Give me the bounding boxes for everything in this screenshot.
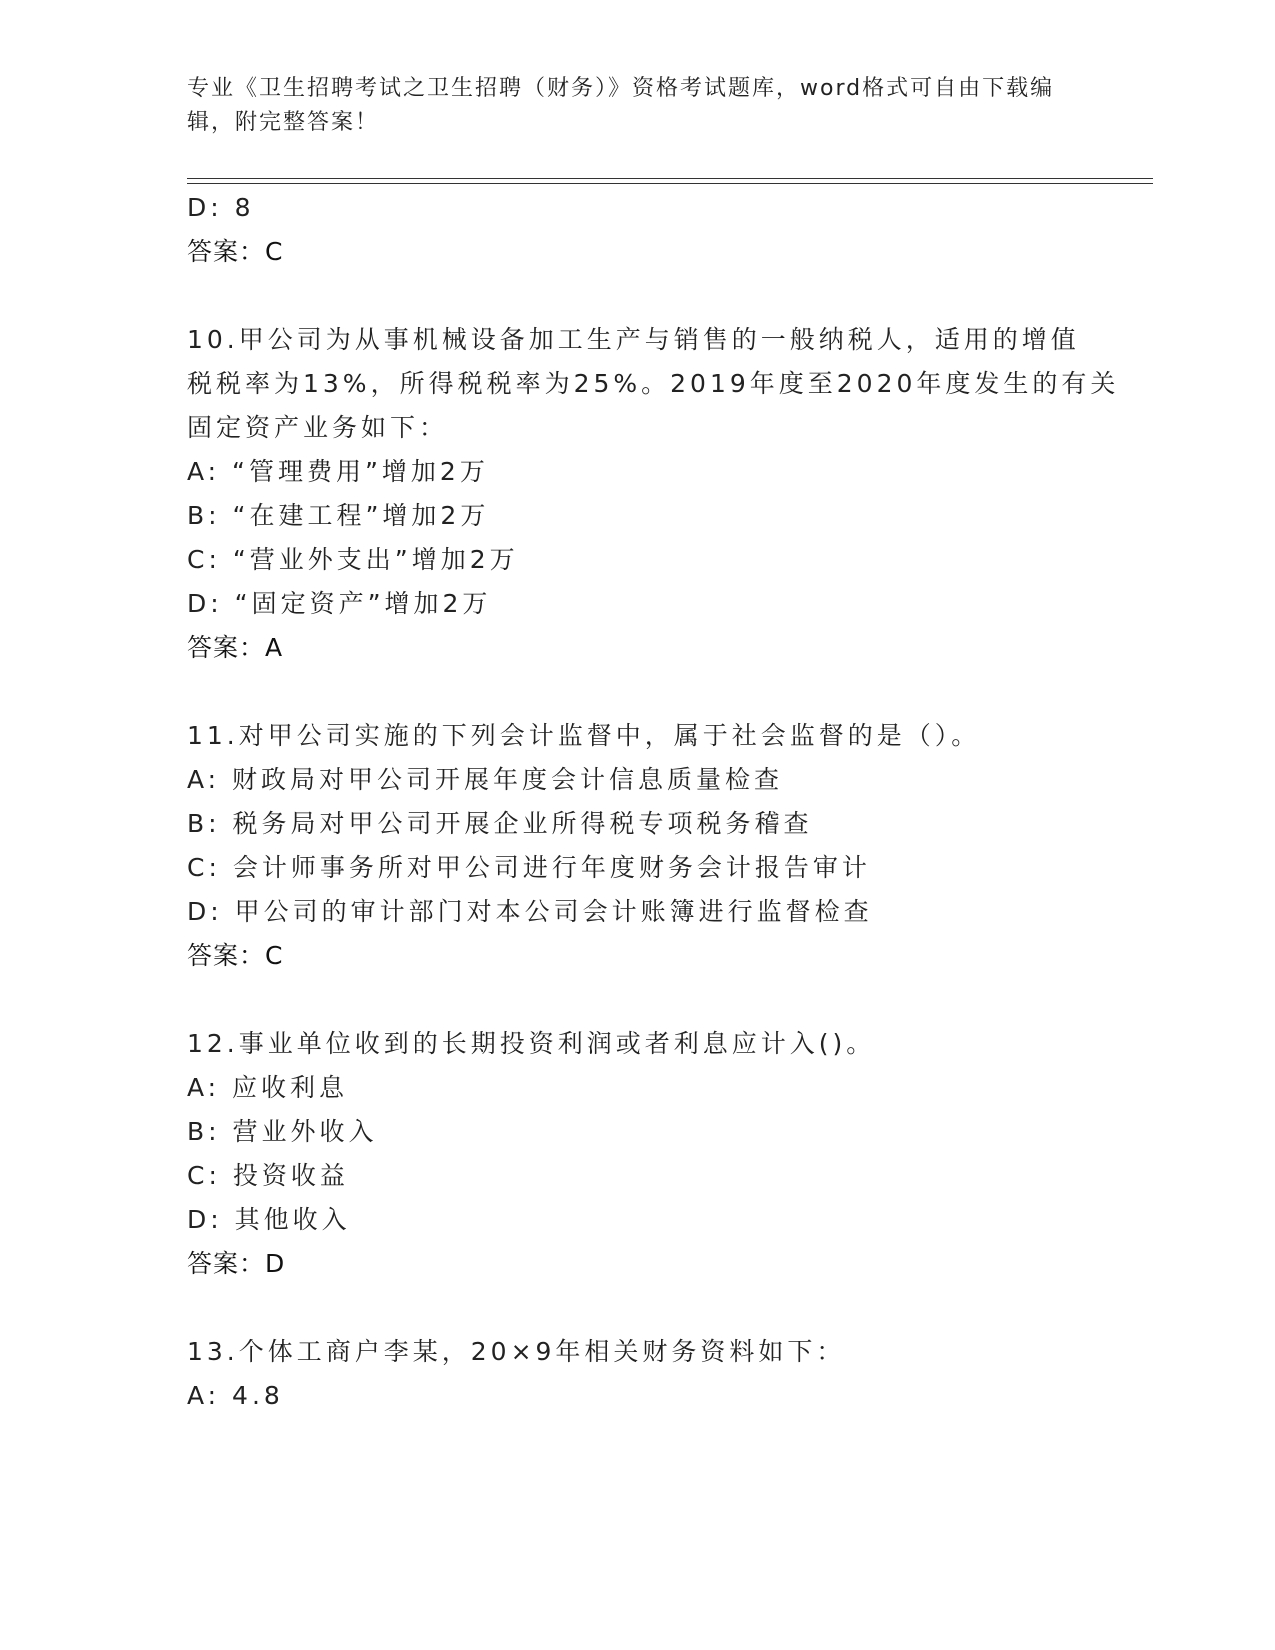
question-12-option-d: D: 其他收入 bbox=[187, 1205, 351, 1234]
header-rule-top bbox=[187, 178, 1153, 179]
question-11-option-b: B: 税务局对甲公司开展企业所得税专项税务稽查 bbox=[187, 809, 813, 838]
question-10-stem: 税税率为13%，所得税税率为25%。2019年度至2020年度发生的有关 bbox=[187, 369, 1120, 398]
question-10-stem: 固定资产业务如下： bbox=[187, 413, 449, 442]
question-12-option-b: B: 营业外收入 bbox=[187, 1117, 378, 1146]
question-10-option-c: C: “营业外支出”增加2万 bbox=[187, 545, 519, 574]
question-12-answer: 答案：D bbox=[187, 1249, 286, 1278]
question-11-option-c: C: 会计师事务所对甲公司进行年度财务会计报告审计 bbox=[187, 853, 871, 882]
header-text: 专业《卫生招聘考试之卫生招聘（财务）》资格考试题库，word格式可自由下载编辑，附完整答案！ bbox=[187, 76, 1055, 135]
question-10-option-a: A: “管理费用”增加2万 bbox=[187, 457, 489, 486]
question-13-option-a: A: 4.8 bbox=[187, 1381, 284, 1410]
answer: 答案：C bbox=[187, 237, 284, 266]
question-13-stem: 13.个体工商户李某，20×9年相关财务资料如下： bbox=[187, 1337, 846, 1366]
document-header bbox=[187, 72, 1067, 140]
question-12-option-a: A: 应收利息 bbox=[187, 1073, 349, 1102]
question-10-stem: 10.甲公司为从事机械设备加工生产与销售的一般纳税人，适用的增值 bbox=[187, 325, 1080, 354]
question-10-answer: 答案：A bbox=[187, 633, 284, 662]
question-10-option-b: B: “在建工程”增加2万 bbox=[187, 501, 490, 530]
question-11-stem: 11.对甲公司实施的下列会计监督中，属于社会监督的是（）。 bbox=[187, 721, 981, 750]
question-12-option-c: C: 投资收益 bbox=[187, 1161, 349, 1190]
header-rule-bottom bbox=[187, 183, 1153, 184]
question-10-option-d: D: “固定资产”增加2万 bbox=[187, 589, 492, 618]
question-12-stem: 12.事业单位收到的长期投资利润或者利息应计入()。 bbox=[187, 1029, 876, 1058]
question-11-answer: 答案：C bbox=[187, 941, 284, 970]
option-d: D: 8 bbox=[187, 193, 255, 222]
question-11-option-d: D: 甲公司的审计部门对本公司会计账簿进行监督检查 bbox=[187, 897, 873, 926]
question-11-option-a: A: 财政局对甲公司开展年度会计信息质量检查 bbox=[187, 765, 784, 794]
